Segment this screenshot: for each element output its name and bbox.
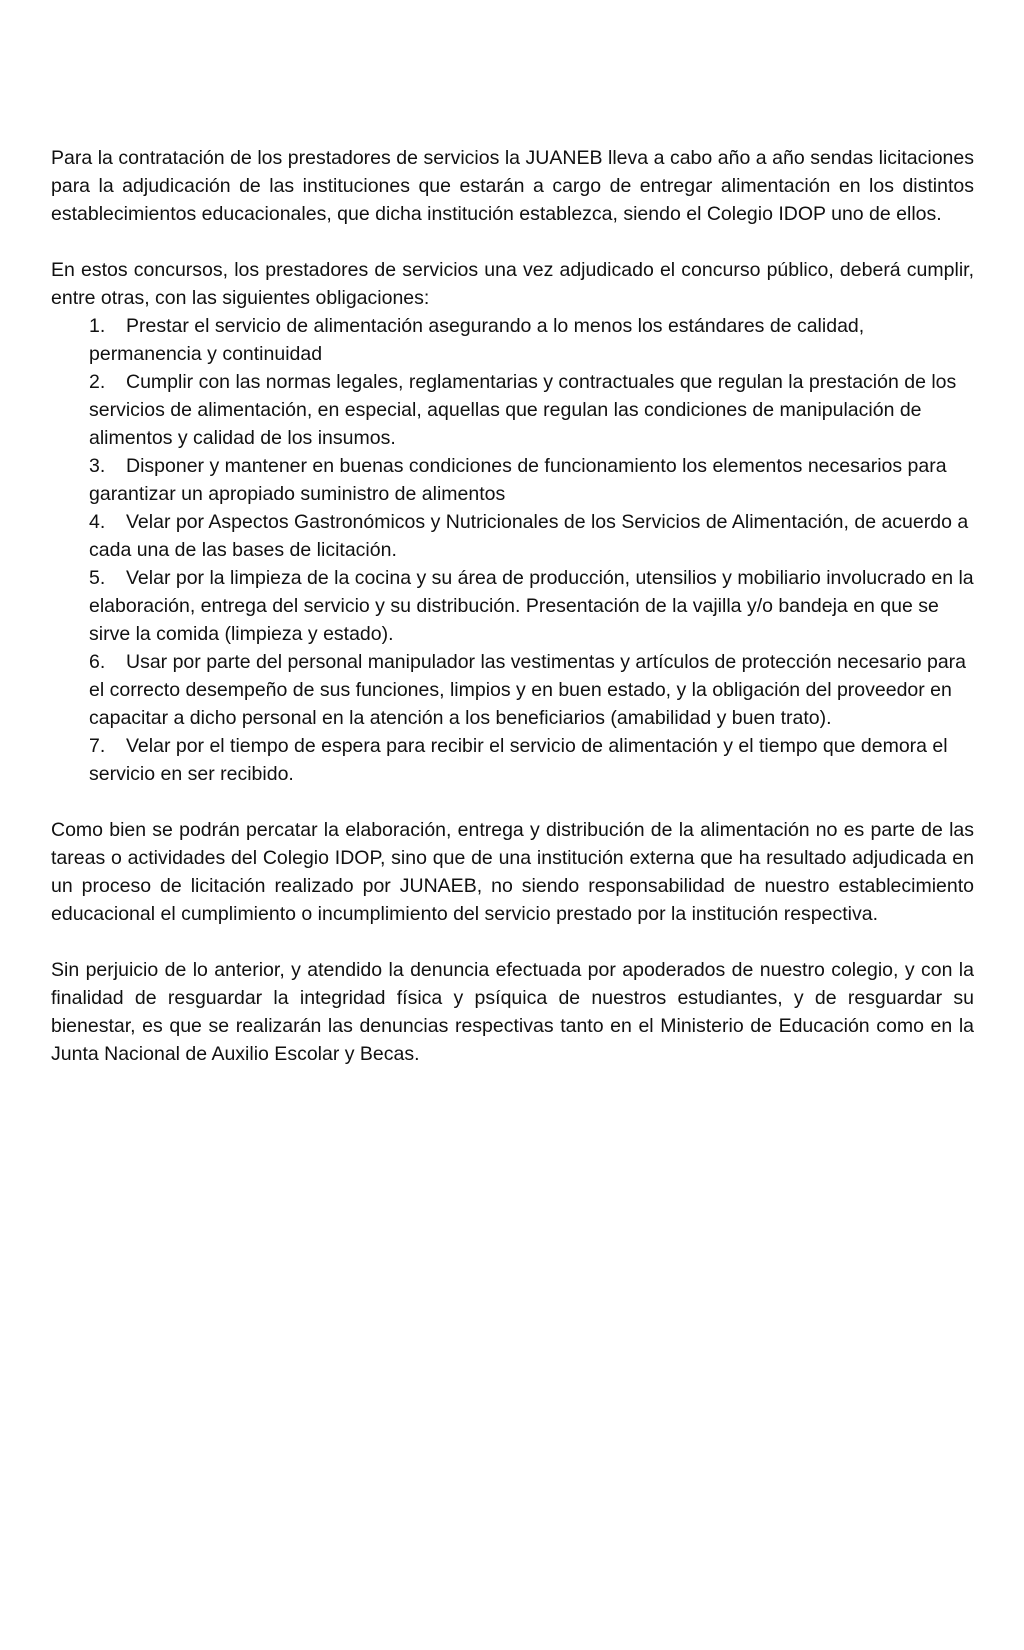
paragraph-responsibility: Como bien se podrán percatar la elaboración, entrega y distribución de la alimentación no es parte de las tareas o actividades del Colegio IDOP, sino que de una institución externa que ha resultado adjudicada en un proceso de licitación realizado por JUNAEB, no siendo responsabilidad de nuestro establecimiento educacional el cumplimiento o incumplimiento del servicio prestado por la institución respectiva.: [51, 819, 974, 925]
paragraph-spacer: [51, 228, 974, 256]
paragraph-intro: Para la contratación de los prestadores de servicios la JUANEB lleva a cabo año a año sendas licitaciones para la adjudicación de las instituciones que estarán a cargo de entregar alimentación en los distintos establecimientos educacionales, que dicha institución establezca, siendo el Colegio IDOP uno de ellos.: [51, 147, 974, 225]
list-item-number: 7.: [89, 735, 106, 757]
list-item-text: Disponer y mantener en buenas condiciones de funcionamiento los elementos necesarios para garantizar un apropiado suministro de alimentos: [89, 455, 947, 505]
paragraph-complaint: Sin perjuicio de lo anterior, y atendido la denuncia efectuada por apoderados de nuestro colegio, y con la finalidad de resguardar la integridad física y psíquica de nuestros estudiantes, y de resguardar su bienestar, es que se realizarán las denuncias respectivas tanto en el Ministerio de Educación como en la Junta Nacional de Auxilio Escolar y Becas.: [51, 959, 974, 1065]
list-item-number: 2.: [89, 371, 106, 393]
list-item: [89, 452, 974, 508]
list-item-number: 1.: [89, 315, 106, 337]
list-item-text: Velar por Aspectos Gastronómicos y Nutricionales de los Servicios de Alimentación, de acuerdo a cada una de las bases de licitación.: [89, 511, 969, 561]
paragraph-spacer: [51, 788, 974, 816]
list-item-text: Velar por el tiempo de espera para recibir el servicio de alimentación y el tiempo que demora el servicio en ser recibido.: [89, 735, 948, 785]
list-item-text: Cumplir con las normas legales, reglamentarias y contractuales que regulan la prestación de los servicios de alimentación, en especial, aquellas que regulan las condiciones de manipulación de alimentos y calidad de los insumos.: [89, 371, 957, 449]
list-item-text: Usar por parte del personal manipulador las vestimentas y artículos de protección necesario para el correcto desempeño de sus funciones, limpios y en buen estado, y la obligación del proveedor en capacitar a dicho personal en la atención a los beneficiarios (amabilidad y buen trato).: [89, 651, 967, 729]
document-page: [51, 144, 974, 1068]
list-item: [89, 564, 974, 648]
list-item: [89, 648, 974, 732]
list-item-number: 6.: [89, 651, 106, 673]
paragraph-obligations-intro: En estos concursos, los prestadores de servicios una vez adjudicado el concurso público, deberá cumplir, entre otras, con las siguientes obligaciones:: [51, 259, 974, 309]
list-item: [89, 312, 974, 368]
list-item-text: Velar por la limpieza de la cocina y su área de producción, utensilios y mobiliario involucrado en la elaboración, entrega del servicio y su distribución. Presentación de la vajilla y/o bandeja en que se sirve la comida (limpieza y estado).: [89, 567, 974, 645]
list-item-number: 3.: [89, 455, 106, 477]
paragraph-spacer: [51, 928, 974, 956]
list-item: [89, 508, 974, 564]
obligations-list: [51, 312, 974, 788]
list-item: [89, 732, 974, 788]
list-item-text: Prestar el servicio de alimentación asegurando a lo menos los estándares de calidad, permanencia y continuidad: [89, 315, 865, 365]
list-item: [89, 368, 974, 452]
list-item-number: 4.: [89, 511, 106, 533]
list-item-number: 5.: [89, 567, 106, 589]
